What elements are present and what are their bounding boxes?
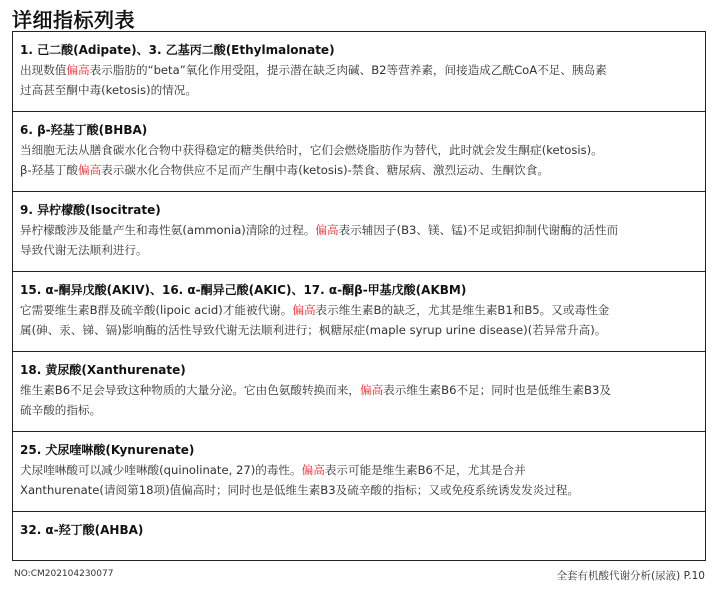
indicator-heading: 6. β-羟基丁酸(BHBA) <box>20 123 148 137</box>
elevated-highlight: 偏高 <box>66 63 90 77</box>
report-number: NO:CM202104230077 <box>14 569 114 579</box>
indicator-section <box>13 512 705 560</box>
page-title: 详细指标列表 <box>12 8 135 32</box>
description-text: 硫辛酸的指标。 <box>20 403 102 417</box>
description-text: Xanthurenate(请阅第18项)值偏高时；同时也是低维生素B3及硫辛酸的指标；又或免疫系统诱发发炎过程。 <box>20 483 580 497</box>
indicator-section <box>13 192 705 272</box>
description-text: 过高甚至酮中毒(ketosis)的情况。 <box>20 83 197 97</box>
elevated-highlight: 偏高 <box>315 223 339 237</box>
description-text: 表示维生素B的缺乏，尤其是维生素B1和B5。又或毒性金 <box>315 303 610 317</box>
indicator-section <box>13 32 705 112</box>
description-line <box>20 400 705 420</box>
description-line <box>20 480 705 500</box>
description-text: 表示碳水化合物供应不足而产生酮中毒(ketosis)-禁食、糖尿病、激烈运动、生酮饮食。 <box>101 163 549 177</box>
indicator-section <box>13 432 705 512</box>
description-text: 异柠檬酸涉及能量产生和毒性氨(ammonia)清除的过程。 <box>20 223 316 237</box>
indicator-section <box>13 272 705 352</box>
description-line <box>20 220 705 240</box>
indicator-heading: 25. 犬尿喹啉酸(Kynurenate) <box>20 443 195 457</box>
indicator-section <box>13 112 705 192</box>
description-line <box>20 380 705 400</box>
indicator-heading: 32. α-羟丁酸(AHBA) <box>20 523 144 537</box>
elevated-highlight: 偏高 <box>292 303 316 317</box>
indicator-heading: 18. 黄尿酸(Xanthurenate) <box>20 363 186 377</box>
description-line <box>20 460 705 480</box>
description-text: 表示辅因子(B3、镁、锰)不足或铝抑制代谢酶的活性而 <box>338 223 619 237</box>
indicator-heading: 9. 异柠檬酸(Isocitrate) <box>20 203 161 217</box>
description-text: 出现数值 <box>20 63 67 77</box>
description-text: 导致代谢无法顺利进行。 <box>20 243 148 257</box>
elevated-highlight: 偏高 <box>77 163 102 177</box>
description-text: 表示维生素B6不足；同时也是低维生素B3及 <box>383 383 611 397</box>
description-line <box>20 160 705 180</box>
description-line <box>20 240 705 260</box>
elevated-highlight: 偏高 <box>301 463 325 477</box>
description-text: 犬尿喹啉酸可以减少喹啉酸(quinolinate, 27)的毒性。 <box>20 463 302 477</box>
page-label: 全套有机酸代谢分析(尿液) P.10 <box>556 570 705 582</box>
description-text: 表示脂肪的“beta”氧化作用受阻，提示潜在缺乏肉碱、B2等营养素，间接造成乙酰CoA不足、胰岛素 <box>89 63 607 77</box>
description-line <box>20 300 705 320</box>
description-line <box>20 80 705 100</box>
indicator-list <box>12 31 706 561</box>
indicator-heading: 15. α-酮异戊酸(AKIV)、16. α-酮异己酸(AKIC)、17. α-酮β-甲基戊酸(AKBM) <box>20 283 467 297</box>
description-text: 它需要维生素B群及硫辛酸(lipoic acid)才能被代谢。 <box>20 303 293 317</box>
elevated-highlight: 偏高 <box>359 383 384 397</box>
description-text: 当细胞无法从膳食碳水化合物中获得稳定的糖类供给时，它们会燃烧脂肪作为替代，此时就会发生酮症(ketosis)。 <box>20 143 603 157</box>
indicator-heading: 1. 己二酸(Adipate)、3. 乙基丙二酸(Ethylmalonate) <box>20 43 335 57</box>
description-text: 维生素B6不足会导致这种物质的大量分泌。它由色氨酸转换而来， <box>20 383 360 397</box>
description-text: β-羟基丁酸 <box>20 163 78 177</box>
description-text: 表示可能是维生素B6不足，尤其是合并 <box>324 463 526 477</box>
indicator-section <box>13 352 705 432</box>
description-line <box>20 320 705 340</box>
description-line <box>20 60 705 80</box>
description-text: 属(砷、汞、锑、镉)影响酶的活性导致代谢无法顺利进行；枫糖尿症(maple syrup urine disease)(若异常升高)。 <box>20 323 607 337</box>
description-line <box>20 140 705 160</box>
